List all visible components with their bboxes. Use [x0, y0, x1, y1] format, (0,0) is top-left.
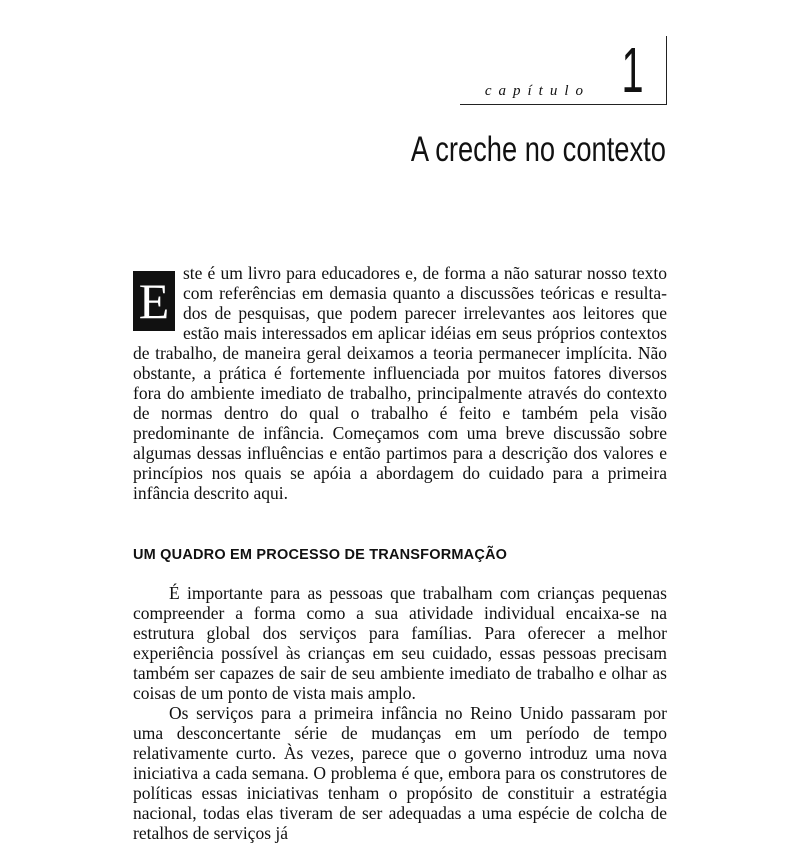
body-paragraph: Os serviços para a primeira infância no Reino Unido passaram por uma desconcertante série de mudanças em um período de tempo relativamente curto. Às vezes, parece que o governo introduz uma nova iniciativa a cada semana. O problema é que, embora para os construtores de políticas essas iniciativas tenham o propósito de constituir a estratégia nacional, todas elas tiveram de ser adequadas a uma espécie de colcha de retalhos de serviços já: [133, 703, 667, 843]
intro-paragraph: [133, 263, 667, 503]
chapter-label: capítulo: [484, 83, 590, 99]
chapter-number: 1: [621, 34, 644, 106]
page-body: [133, 263, 667, 843]
drop-cap: E: [133, 271, 175, 331]
chapter-header: [460, 36, 667, 105]
section-heading: UM QUADRO EM PROCESSO DE TRANSFORMAÇÃO: [133, 547, 508, 563]
chapter-title: A creche no contexto: [411, 130, 666, 169]
intro-text: ste é um livro para educadores e, de forma a não saturar nosso texto com referências em demasia quanto a discussões teóricas e resultados de pesquisas, que podem parecer irrelevantes aos leitores que estão mais interessados em aplicar idéias em seus próprios contextos de trabalho, de maneira geral deixamos a teoria permanecer implícita. Não obstante, a prática é fortemente influenciada por muitos fatores diversos fora do ambiente imediato de trabalho, principalmente através do contexto de normas dentro do qual o trabalho é feito e também pela visão predominante de infância. Começamos com uma breve discussão sobre algumas dessas influências e então partimos para a descrição dos valores e princípios nos quais se apóia a abordagem do cuidado para a primeira infância descrito aqui.: [133, 263, 667, 503]
body-paragraph: É importante para as pessoas que trabalham com crianças pequenas compreender a forma como a sua atividade individual encaixa-se na estrutura global dos serviços para famílias. Para oferecer a melhor experiência possível às crianças em seu cuidado, essas pessoas precisam também ser capazes de sair de seu ambiente imediato de trabalho e olhar as coisas de um ponto de vista mais amplo.: [133, 583, 667, 703]
